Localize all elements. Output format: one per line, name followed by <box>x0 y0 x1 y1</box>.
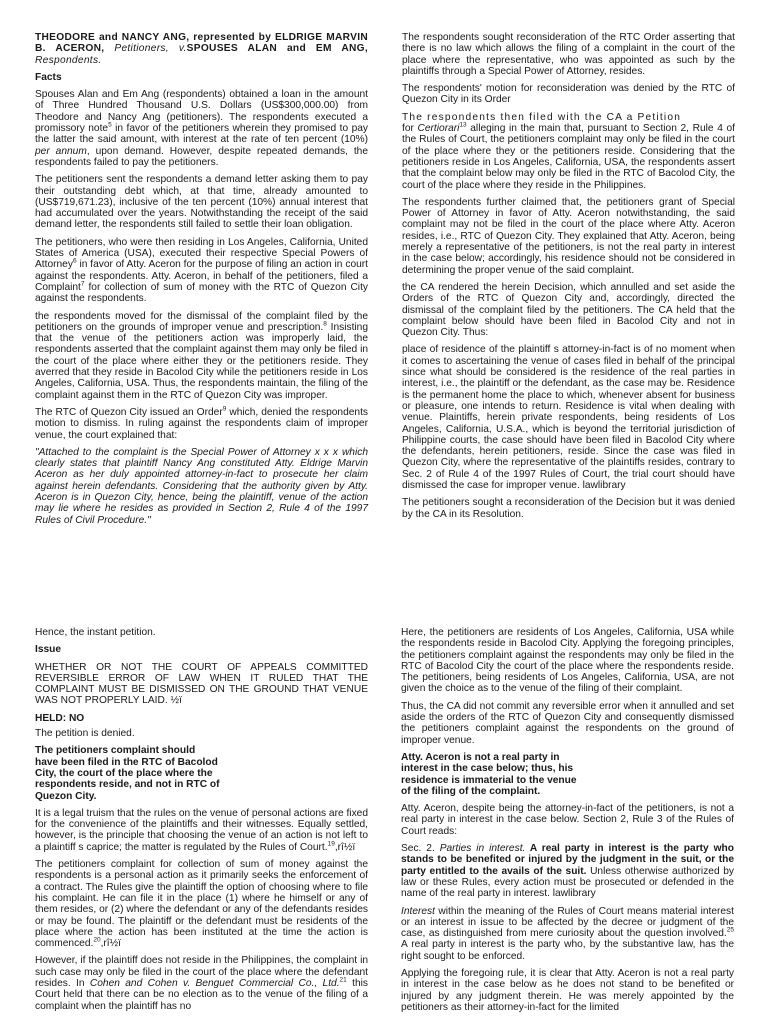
footnote-ref: 9 <box>222 405 227 413</box>
facts-paragraph-2: The petitioners sent the respondents a demand letter asking them to pay their outstanding debt which, at that time, already amounted to (US$719,671.23), inclusive of the ten percent (10%) annual interest that had accumulated over the years. Notwithstanding the receipt of the said demand letter, the respondents still failed to settle their loan obligation. <box>35 174 368 231</box>
aceron-paragraph: Atty. Aceron, despite being the attorney-in-fact of the petitioners, is not a real party in interest in the case below. Section 2, Rule 3 of the Rules of Court reads: <box>401 803 734 837</box>
held-heading: HELD: NO <box>35 712 85 724</box>
footnote-ref: 19 <box>327 840 335 848</box>
ruling-subheading: The petitioners complaint should have been filed in the RTC of Bacolod City, the court of the place where the respondents reside, and not in RTC of Quezon City. <box>35 745 220 802</box>
footnote-ref: 7 <box>80 280 85 288</box>
ca-no-error-paragraph: Thus, the CA did not commit any reversible error when it annulled and set aside the orders of the RTC of Quezon City and consequently dismissed the petitioners complaint against the respondents on the ground of improper venue. <box>401 700 734 746</box>
reconsideration-paragraph: The respondents sought reconsideration of the RTC Order asserting that there is no law which allows the filing of a complaint in the court of the place where the representative, who was appointed as such by the plaintiffs through a Special Power of Attorney, resides. <box>402 32 735 77</box>
footnote-ref: 25 <box>726 926 734 934</box>
instant-petition-line: Hence, the instant petition. <box>35 627 156 638</box>
facts-paragraph-3: The petitioners, who were then residing in Los Angeles, California, United States of America (USA), executed their respective Special Powers of Attorney$^6$ in favor of Atty. Aceron for the purpose of filing an action in court against the respondents. Atty. Aceron, in behalf of the petitioners, filed a Complaint$^7$ for collection of sum of money with the RTC of Quezon City against the respondents. <box>35 236 368 305</box>
footnote-ref: 8 <box>323 320 327 328</box>
further-claim-paragraph: The respondents further claimed that, the petitioners grant of Special Power of Attorney in favor of Atty. Aceron notwithstanding, the said complaint may not be filed in the court of the place where Atty. Aceron resides, i.e., RTC of Quezon City. They explained that Atty. Aceron, being merely a representative of the petitioners, is not the real party in interest in the case below; accordingly, his residence should not be considered in determining the proper venue of the said complaint. <box>402 196 735 276</box>
caption-respondents: SPOUSES ALAN and EM ANG, <box>186 43 368 55</box>
issue-text: WHETHER OR NOT THE COURT OF APPEALS COMMITTED REVERSIBLE ERROR OF LAW WHEN IT RULED THAT THE COMPLAINT MUST BE DISMISSED ON THE GROUND THAT VENUE WAS NOT PROPERLY LAID. ½ï <box>35 661 368 707</box>
caption-role-petitioners: Petitioners, v. <box>104 43 187 55</box>
page1-left-column <box>35 32 368 532</box>
denial-paragraph: The respondents' motion for reconsideration was denied by the RTC of Quezon City in its Order <box>402 83 735 106</box>
case-caption <box>35 32 368 66</box>
footnote-ref: 5 <box>108 121 112 129</box>
rule-3-section-2: Sec. 2. Parties in interest. A real party in interest is the party who stands to be benefited or injured by the judgment in the suit, or the party entitled to the avails of the suit. Unless otherwise authorized by law or these Rules, every action must be prosecuted or defended in the name of the real party in interest. lawlibrary <box>401 843 734 900</box>
footnote-ref: 13 <box>459 121 467 129</box>
facts-paragraph-4: the respondents moved for the dismissal of the complaint filed by the petitioners on the grounds of improper venue and prescription.$^8$ Insisting that the venue of the petitioners action was improperly laid, the respondents asserted that the complaint against them may only be filed in the court of the place where either they or the petitioners reside. They averred that they reside in Bacolod City while the petitioners reside in Los Angeles, California, USA. Thus, the respondents maintain, the filing of the complaint against them in the RTC of Quezon City was improper. <box>35 310 368 401</box>
footnote-ref: 6 <box>72 257 77 265</box>
ca-decision-paragraph: the CA rendered the herein Decision, which annulled and set aside the Orders of the RTC of Quezon City and, accordingly, directed the dismissal of the complaint filed by the petitioners. The CA held that the complaint below should have been filed in Bacolod City and not in Quezon City. Thus: <box>402 281 735 339</box>
footnote-ref: 21 <box>339 976 347 984</box>
caption-role-respondents: Respondents. <box>35 54 102 66</box>
ca-resolution-paragraph: The petitioners sought a reconsideration of the Decision but it was denied by the CA in its Resolution. <box>402 497 735 520</box>
nonresident-paragraph: However, if the plaintiff does not reside in the Philippines, the complaint in such case may only be filed in the court of the place where the defendant resides. In Cohen and Cohen v. Benguet Commercial Co., Ltd.$^{21}$ this Court held that there can be no election as to the venue of the filing of a complaint when the plaintiff has no <box>35 955 368 1012</box>
interest-definition-paragraph: Interest within the meaning of the Rules of Court means material interest or an interest in issue to be affected by the decree or judgment of the case, as distinguished from mere curiosity about the question involved.$^{25}$ A real party in interest is the party who, by the substantive law, has the right sought to be enforced. <box>401 905 734 962</box>
certiorari-paragraph: The respondents then filed with the CA a Petition for Certiorari$^{13}$ alleging in the main that, pursuant to Section 2, Rule 4 of the Rules of Court, the petitioners complaint may only be filed in the court of the place where they or the petitioners reside. Considering that the petitioners reside in Los Angeles, California, USA, the respondents assert that the complaint below may only be filed in the RTC of Bacolod City, the court of the place where they reside in the Philippines. <box>402 111 735 191</box>
held-text: The petition is denied. <box>35 728 135 740</box>
footnote-ref: 20 <box>93 936 101 944</box>
applying-rule-paragraph: Applying the foregoing rule, it is clear that Atty. Aceron is not a real party in interest in the case below as he does not stand to be benefited or injured by any judgment therein. He was merely appointed by the petitioners as their attorney-in-fact for the limited <box>401 968 734 1013</box>
personal-action-paragraph: The petitioners complaint for collection of sum of money against the respondents is a personal action as it primarily seeks the enforcement of a contract. The Rules give the plaintiff the option of choosing where to file his complaint. He can file it in the place (1) where he himself or any of them resides, or (2) where the defendant or any of the defendants resides or may be found. The plaintiff or the defendant must be residents of the place where the action has been instituted at the time the action is commenced.$^{20}$,rî½ï <box>35 859 368 950</box>
page2-left-column <box>35 627 368 1018</box>
page2-right-column <box>401 627 734 1019</box>
facts-paragraph-5: The RTC of Quezon City issued an Order$^9$ which, denied the respondents motion to dismiss. In ruling against the respondents claim of improper venue, the court explained that: <box>35 405 368 441</box>
caption-parties: THEODORE and NANCY ANG, represented by ELDRIGE MARVIN B. ACERON, <box>35 32 368 55</box>
facts-heading: Facts <box>35 71 62 83</box>
rtc-quote: "Attached to the complaint is the Special Power of Attorney x x x which clearly states that plaintiff Nancy Ang constituted Atty. Eldrige Marvin Aceron as her duly appointed attorney-in-fact to prosecute her claim against herein defendants. Considering that the authority given by Atty. Aceron is in Quezon City, hence, being the plaintiff, venue of the action may lie where he resides as provided in Section 2, Rule 4 of the 1997 Rules of Civil Procedure." <box>35 446 368 526</box>
issue-heading: Issue <box>35 644 62 656</box>
ca-quote-paragraph: place of residence of the plaintiff s attorney-in-fact is of no moment when it comes to ascertaining the venue of cases filed in behalf of the principal since what should be considered is the residence of the real parties in interest, i.e., the plaintiff or the defendant, as the case may be. Residence is the permanent home the place to which, whenever absent for business or pleasure, one intends to return. Residence is vital when dealing with venue. Plaintiffs, herein private respondents, being residents of Los Angeles, California, U.S.A., which is beyond the territorial jurisdiction of Philippine courts, the case should have been filed in Bacolod City where the defendants, herein petitioners, reside. Since the case was filed in Quezon City, where the representative of the plaintiffs resides, contrary to Sec. 2 of Rule 4 of the 1997 Rules of Court, the trial court should have dismissed the case for improper venue. lawlibrary <box>402 344 735 491</box>
venue-rule-paragraph: It is a legal truism that the rules on the venue of personal actions are fixed for the convenience of the plaintiffs and their witnesses. Equally settled, however, is the principle that choosing the venue of an action is not left to a plaintiff s caprice; the matter is regulated by the Rules of Court.$^{19}$,rî½ï <box>35 807 368 853</box>
residence-paragraph: Here, the petitioners are residents of Los Angeles, California, USA while the respondents reside in Bacolod City. Applying the foregoing principles, the petitioners complaint against the respondents may only be filed in the RTC of Bacolod City the court of the place where the respondents reside. The petitioners, being residents of Los Angeles, California, USA, are not given the choice as to the venue of the filing of their complaint. <box>401 627 734 695</box>
facts-paragraph-1: Spouses Alan and Em Ang (respondents) obtained a loan in the amount of Three Hundred Thousand U.S. Dollars (US$300,000.00) from Theodore and Nancy Ang (petitioners). The respondents executed a promissory note$^5$ in favor of the petitioners wherein they promised to pay the latter the said amount, with interest at the rate of ten percent (10%) per annum, upon demand. However, despite repeated demands, the respondents failed to pay the petitioners. <box>35 89 368 168</box>
page1-right-column <box>402 32 735 526</box>
aceron-subheading: Atty. Aceron is not a real party in interest in the case below; thus, his residence is immaterial to the venue of the filing of the complaint. <box>401 751 577 797</box>
